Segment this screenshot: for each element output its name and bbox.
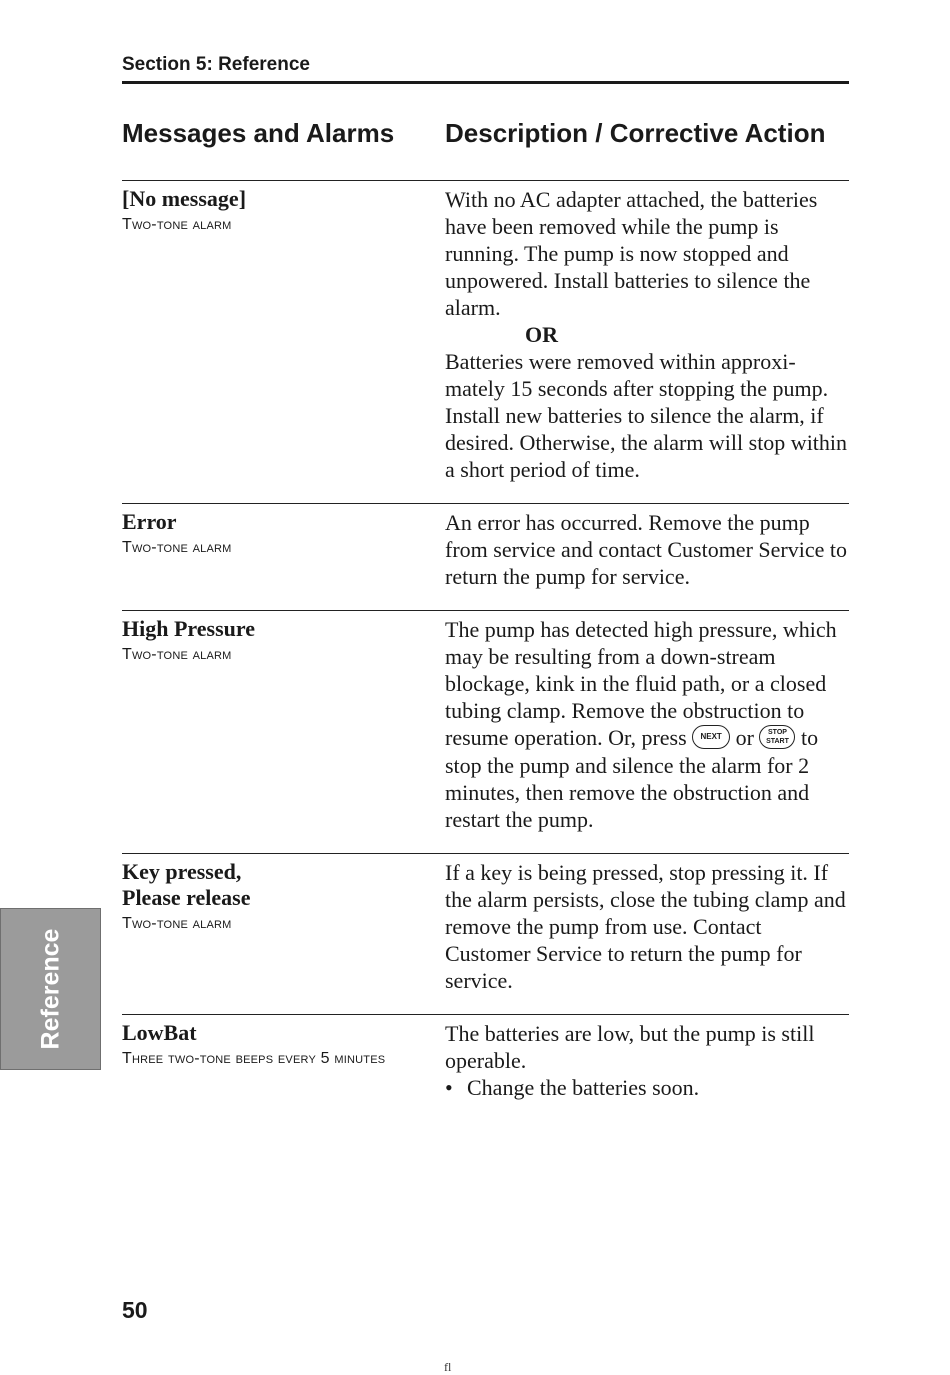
start-key-label: START <box>766 737 789 745</box>
description-cell <box>445 859 849 994</box>
table-row <box>122 1014 849 1121</box>
message-title: LowBat <box>122 1019 197 1045</box>
message-cell <box>122 1020 445 1101</box>
column-header-description: Description / Corrective Action <box>445 118 826 148</box>
description-cell <box>445 616 849 833</box>
bullet-icon: • <box>445 1074 453 1100</box>
message-cell <box>122 186 445 483</box>
alarm-type: Two-tone alarm <box>122 914 232 932</box>
footer-mark: fl <box>444 1360 452 1374</box>
message-cell <box>122 859 445 994</box>
description-text: The batteries are low, but the pump is still operable. <box>445 1020 815 1073</box>
column-header-messages: Messages and Alarms <box>122 118 395 148</box>
alarm-type: Two-tone alarm <box>122 539 232 556</box>
message-title-line1: Key pressed, <box>122 858 242 884</box>
table-row <box>122 503 849 610</box>
alarm-type: Two-tone alarm <box>122 216 232 233</box>
bullet-item <box>445 1074 849 1101</box>
side-tab-label: Reference <box>36 928 64 1050</box>
reference-side-tab <box>0 908 101 1070</box>
message-title: [No message] <box>122 186 247 211</box>
or-word: or <box>735 725 754 750</box>
or-separator: OR <box>525 322 558 347</box>
stop-start-key-icon <box>759 725 795 749</box>
description-cell <box>445 509 849 590</box>
message-title: High Pressure <box>122 616 256 641</box>
table-row <box>122 853 849 1014</box>
bullet-text: Change the batteries soon. <box>467 1074 700 1100</box>
table-row <box>122 610 849 853</box>
description-text: With no AC adapter attached, the batteries have been removed while the pump is running. The pump is now stopped and unpowered. Install batteries to silence the alarm. <box>445 187 818 320</box>
description-cell <box>445 1020 849 1101</box>
stop-key-label: STOP <box>768 728 787 736</box>
description-text-post: to stop the pump and silence the alarm for 2 minutes, then remove the obstruction and restart the pump. <box>445 725 819 832</box>
table-row <box>122 180 849 503</box>
message-cell <box>122 616 445 833</box>
description-text: Batteries were removed within approxi-mately 15 seconds after stopping the pump. Install new batteries to silence the alarm, if desired. Otherwise, the alarm will stop within a short period of time. <box>445 349 848 482</box>
description-text <box>445 616 849 833</box>
alarm-type: Two-tone alarm <box>122 646 232 663</box>
description-text: If a key is being pressed, stop pressing it. If the alarm persists, close the tubing clamp and remove the pump from use. Contact Customer Service to return the pump for service. <box>445 859 846 993</box>
description-text: An error has occurred. Remove the pump from service and contact Customer Service to return the pump for service. <box>445 510 847 589</box>
message-title: Error <box>122 509 177 534</box>
description-cell <box>445 186 849 483</box>
next-key-icon: NEXT <box>692 725 730 749</box>
message-title-line2: Please release <box>122 884 251 910</box>
alarm-table <box>122 180 849 1121</box>
section-header: Section 5: Reference <box>122 52 849 84</box>
message-cell <box>122 509 445 590</box>
column-headers <box>122 116 849 156</box>
description-text-pre: The pump has detected high pressure, which may be resulting from a down-stream blockage, kink in the fluid path, or a closed tubing clamp. Remove the obstruction to resume operation. Or, press <box>445 617 837 750</box>
page-number: 50 <box>122 1297 148 1323</box>
alarm-type: Three two-tone beeps every 5 minutes <box>122 1049 386 1067</box>
